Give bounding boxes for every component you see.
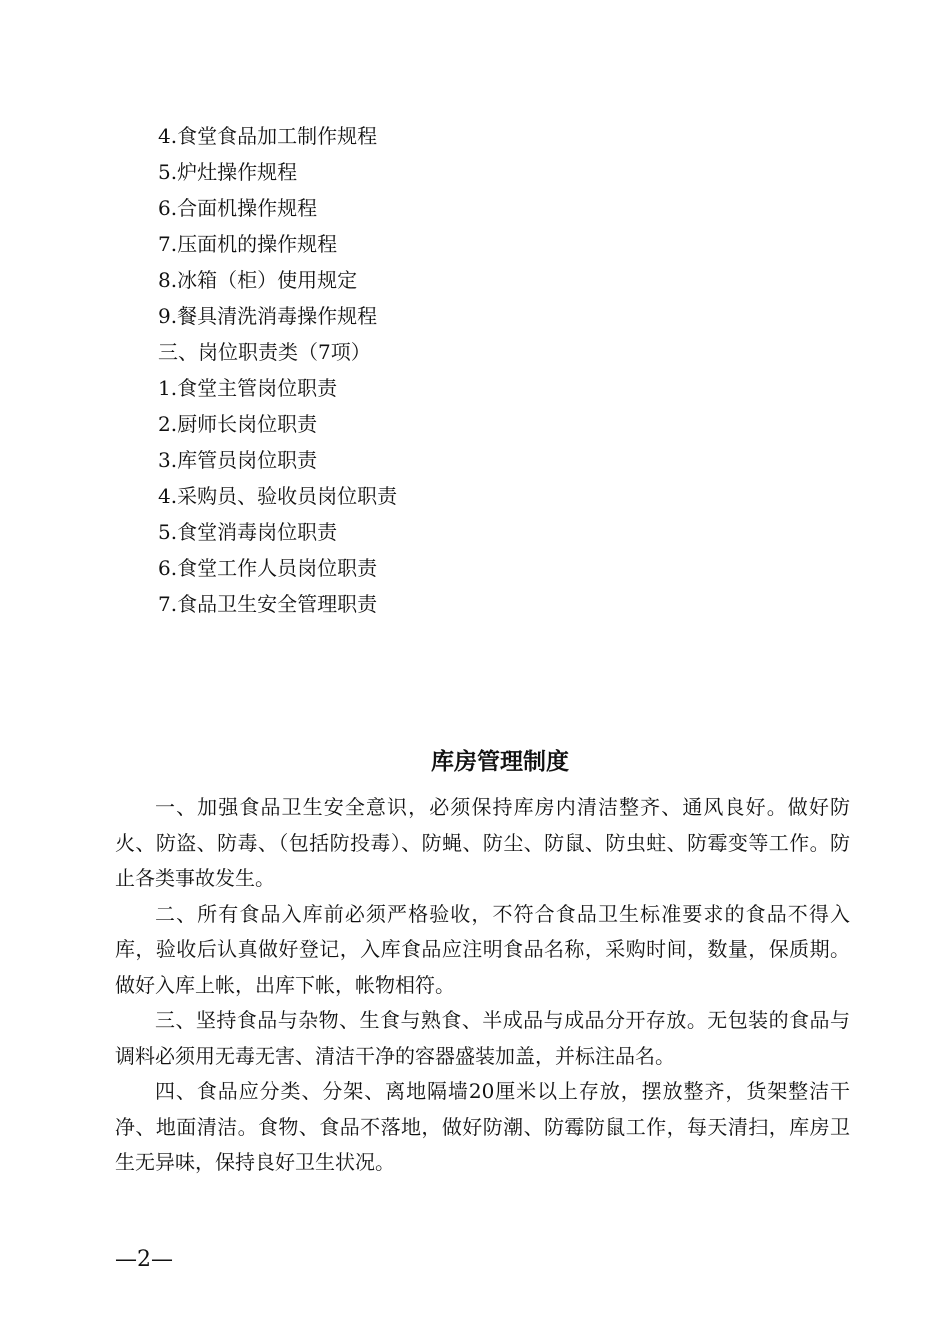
list-item: 1.食堂主管岗位职责 (158, 376, 338, 400)
page-number: —2— (115, 1247, 173, 1272)
list-item: 9.餐具清洗消毒操作规程 (158, 304, 378, 328)
paragraph-3: 三、坚持食品与杂物、生食与熟食、半成品与成品分开存放。无包装的食品与调料必须用无毒无害、清洁干净的容器盛装加盖，并标注品名。 (115, 1008, 850, 1068)
list-item: 5.食堂消毒岗位职责 (158, 520, 338, 544)
list-item: 4.采购员、验收员岗位职责 (158, 484, 398, 508)
procedure-list (158, 118, 858, 622)
paragraph-1: 一、加强食品卫生安全意识，必须保持库房内清洁整齐、通风良好。做好防火、防盗、防毒、（包括防投毒）、防蝇、防尘、防鼠、防虫蛀、防霉变等工作。防止各类事故发生。 (115, 795, 850, 890)
list-item: 7.食品卫生安全管理职责 (158, 592, 378, 616)
list-item: 5.炉灶操作规程 (158, 160, 298, 184)
document-title: 库房管理制度 (431, 749, 569, 775)
list-item: 2.厨师长岗位职责 (158, 412, 318, 436)
list-item: 4.食堂食品加工制作规程 (158, 124, 378, 148)
document-body (115, 790, 850, 1181)
list-item: 6.合面机操作规程 (158, 196, 318, 220)
list-item: 7.压面机的操作规程 (158, 232, 338, 256)
list-item: 3.库管员岗位职责 (158, 448, 318, 472)
list-item: 8.冰箱（柜）使用规定 (158, 268, 358, 292)
paragraph-4: 四、食品应分类、分架、离地隔墙20厘米以上存放，摆放整齐，货架整洁干净、地面清洁。食物、食品不落地，做好防潮、防霉防鼠工作，每天清扫，库房卫生无异味，保持良好卫生状况。 (115, 1079, 850, 1174)
section-heading-job-duties: 三、岗位职责类（7项） (158, 340, 371, 364)
paragraph-2: 二、所有食品入库前必须严格验收，不符合食品卫生标准要求的食品不得入库，验收后认真做好登记，入库食品应注明食品名称，采购时间，数量，保质期。做好入库上帐，出库下帐，帐物相符。 (115, 901, 850, 997)
list-item: 6.食堂工作人员岗位职责 (158, 556, 378, 580)
